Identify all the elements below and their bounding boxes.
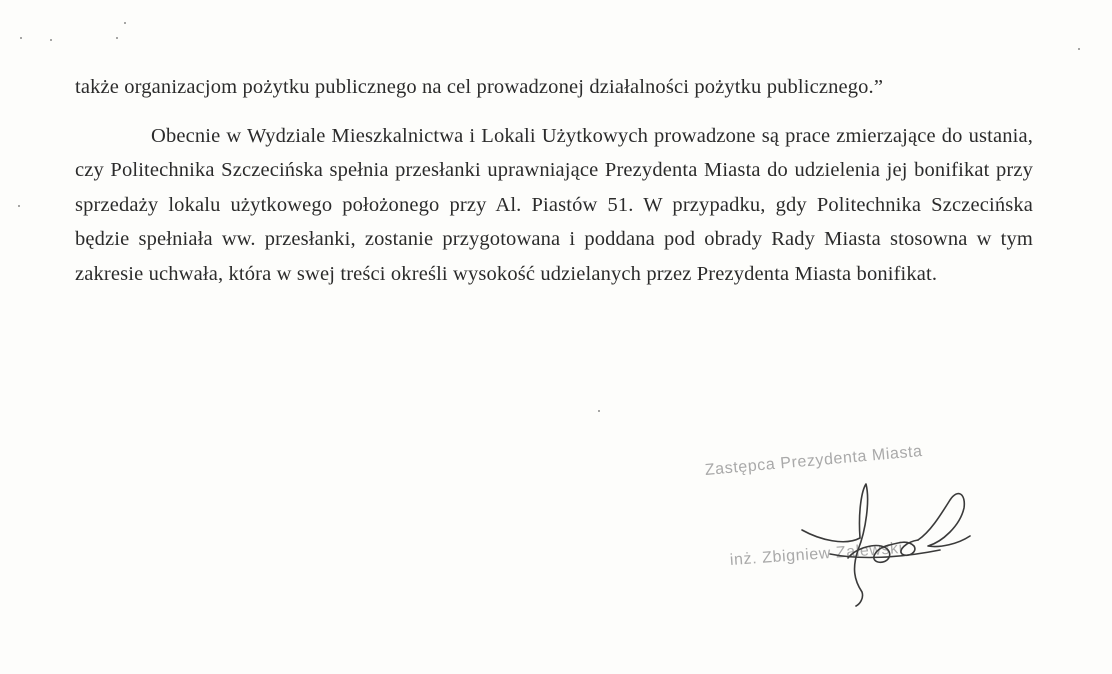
letter-body: [75, 70, 1033, 292]
stamp-title: Zastępca Prezydenta Miasta: [704, 443, 924, 479]
scan-speck: [1078, 48, 1080, 50]
paragraph-main: Obecnie w Wydziale Mieszkalnictwa i Lokali Użytkowych prowadzone są prace zmierzające do ustania, czy Politechnika Szczecińska spełnia przesłanki uprawniające Prezydenta Miasta do udzielenia jej bonifikat przy sprzedaży lokalu użytkowego położonego przy Al. Piastów 51. W przypadku, gdy Politechnika Szczecińska będzie spełniała ww. przesłanki, zostanie przygotowana i poddana pod obrady Rady Miasta stosowna w tym zakresie uchwała, która w swej treści określi wysokość udzielanych przez Prezydenta Miasta bonifikat.: [75, 124, 1033, 285]
scan-speck: [20, 37, 22, 39]
paragraph-closing-quote: także organizacjom pożytku publicznego na cel prowadzonej działalności pożytku publicznego.”: [75, 76, 884, 98]
scan-speck: [598, 410, 600, 412]
scan-speck: [50, 39, 52, 41]
scan-speck: [116, 37, 118, 39]
handwritten-signature-icon: [790, 480, 980, 610]
scan-speck: [18, 205, 20, 207]
scan-speck: [124, 22, 126, 24]
stamp-name: inż. Zbigniew Zalewski: [729, 539, 904, 569]
